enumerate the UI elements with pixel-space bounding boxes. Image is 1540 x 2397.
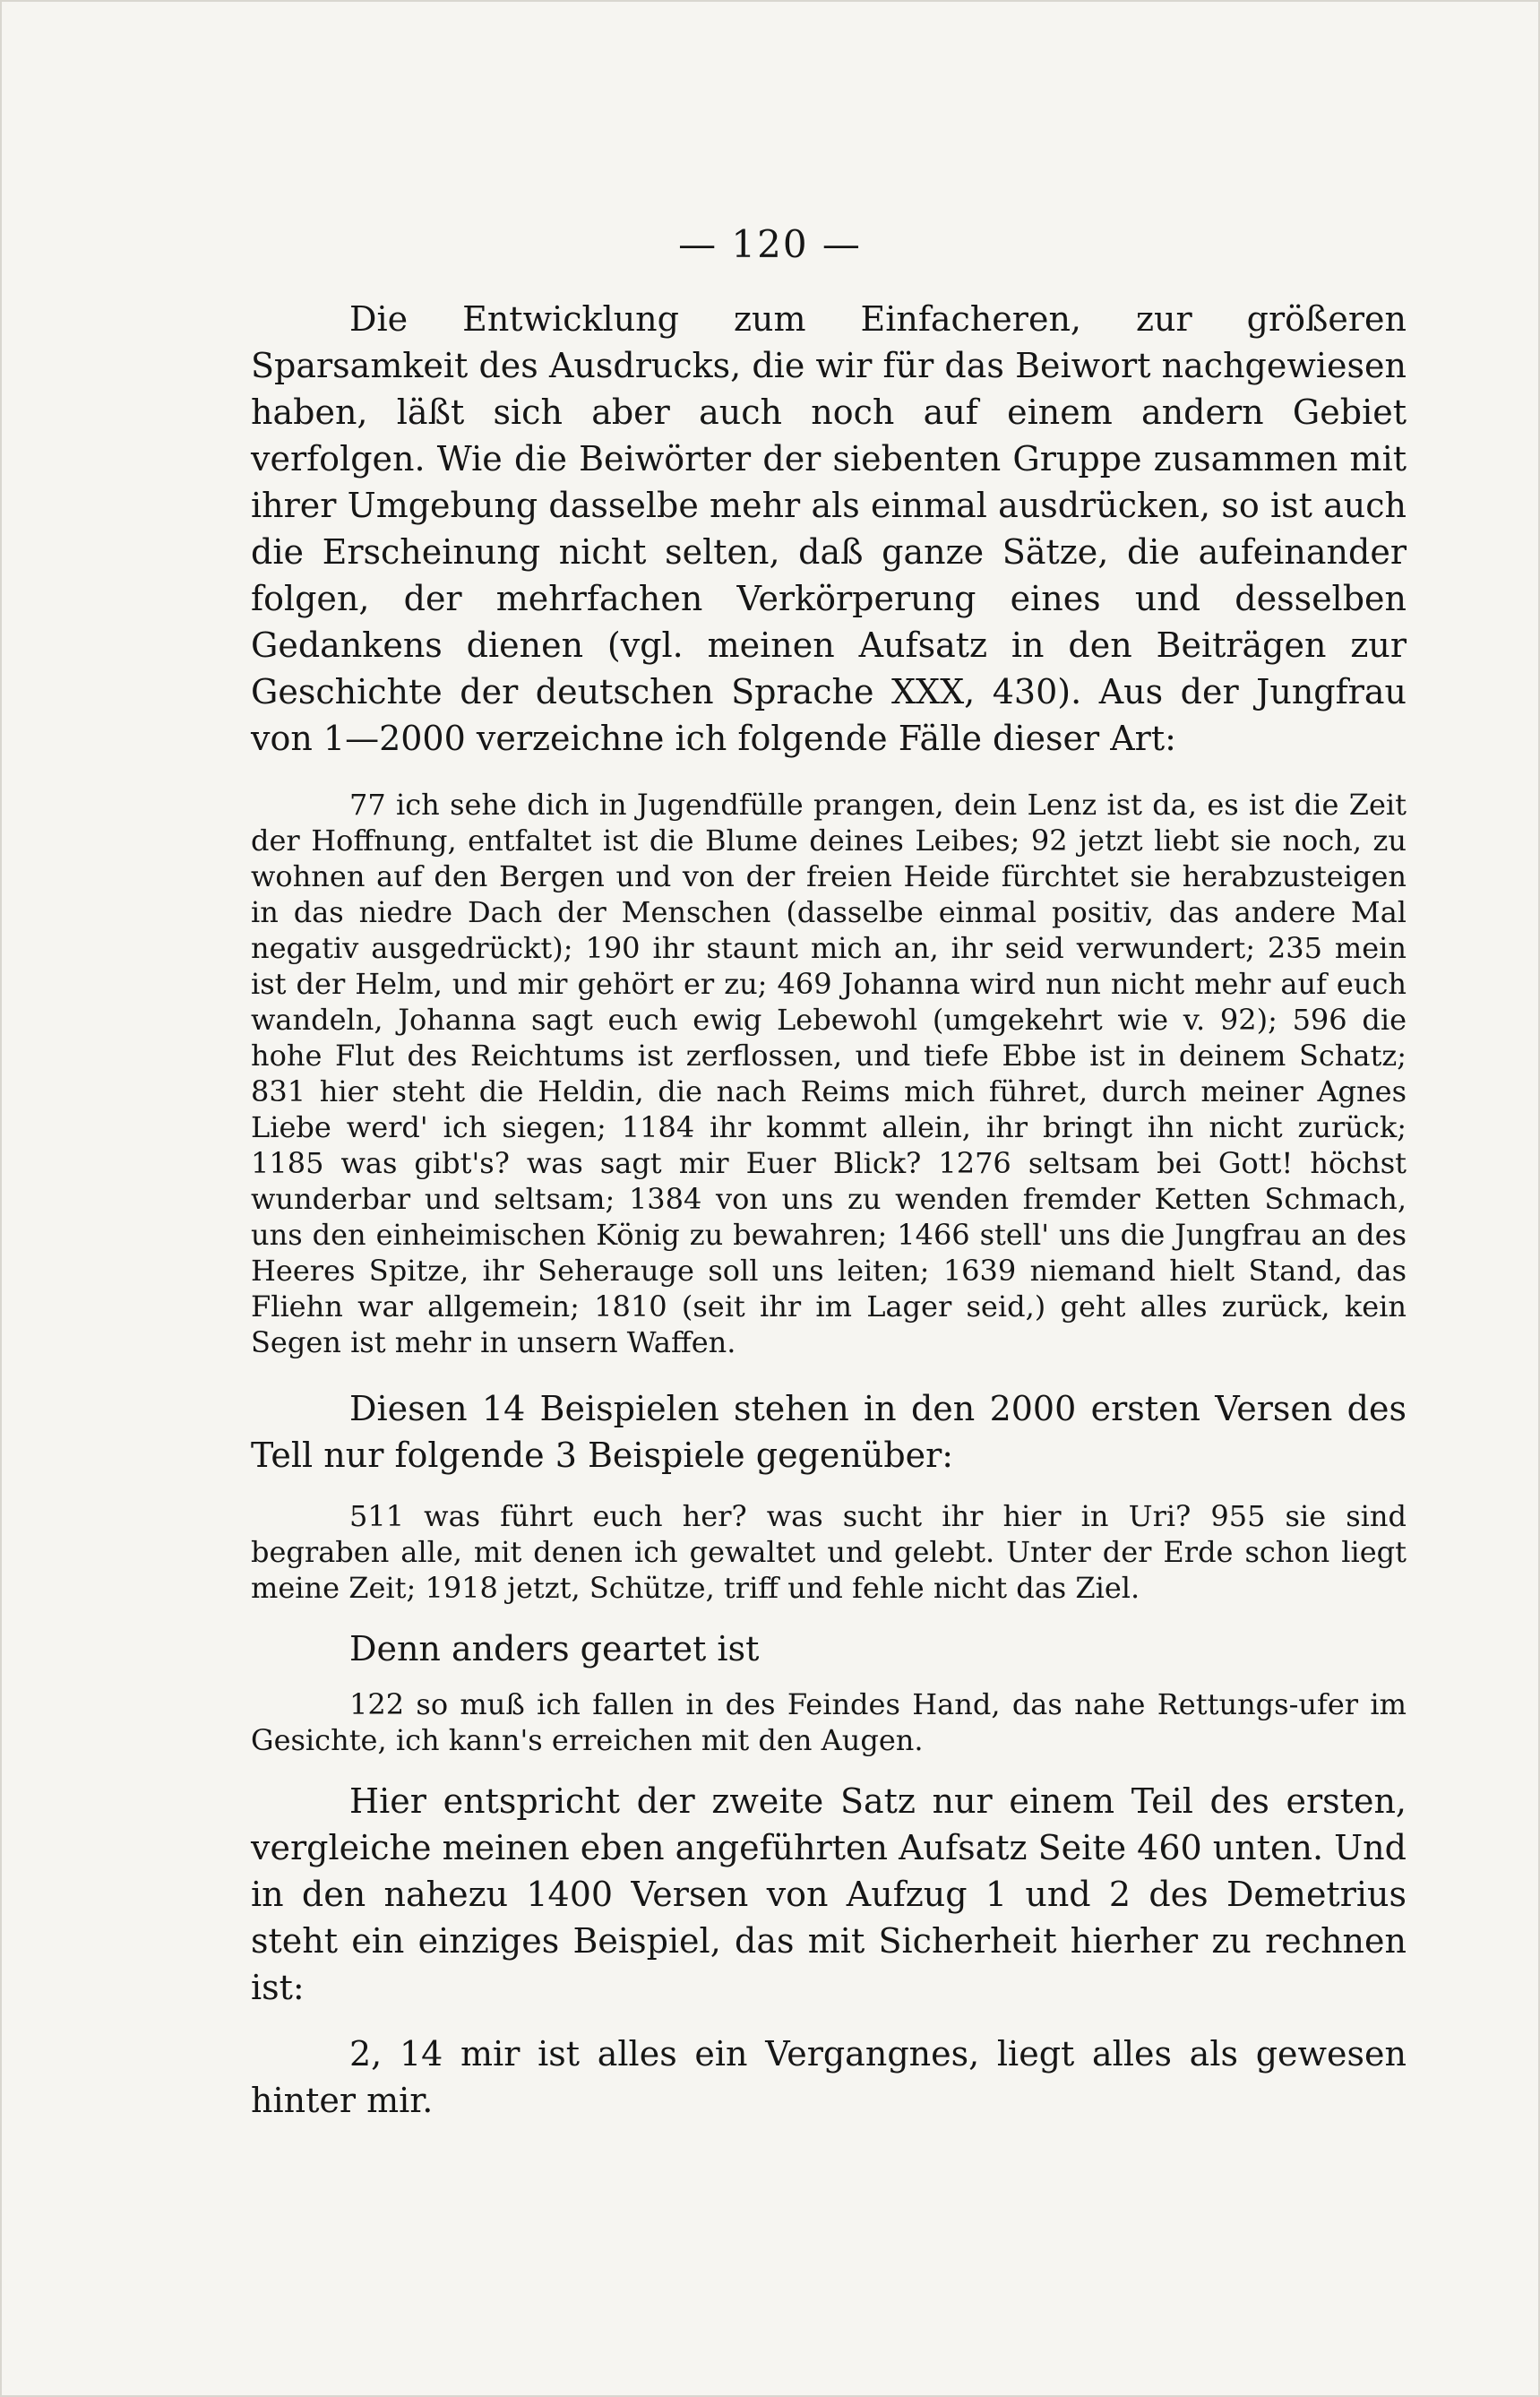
paragraph-denn-anders: Denn anders geartet ist [349, 1629, 760, 1668]
paragraph-tell-comparison: Diesen 14 Beispielen stehen in den 2000 ersten Versen des Tell nur folgende 3 Beispiele gegenüber: [251, 1389, 1407, 1475]
quote-jungfrau-examples: 77 ich sehe dich in Jugendfülle prangen, dein Lenz ist da, es ist die Zeit der Hoffnung, entfaltet ist die Blume deines Leibes; 92 jetzt liebt sie noch, zu wohnen auf den Bergen und von der freien Heide fürchtet sie herabzusteigen in das niedre Dach der Menschen (dasselbe einmal positiv, das andere Mal negativ ausgedrückt); 190 ihr staunt mich an, ihr seid verwundert; 235 mein ist der Helm, und mir gehört er zu; 469 Johanna wird nun nicht mehr auf euch wandeln, Johanna sagt euch ewig Lebewohl (umgekehrt wie v. 92); 596 die hohe Flut des Reichtums ist zerflossen, und tiefe Ebbe ist in deinem Schatz; 831 hier steht die Heldin, die nach Reims mich führet, durch meiner Agnes Liebe werd' ich siegen; 1184 ihr kommt allein, ihr bringt ihn nicht zurück; 1185 was gibt's? was sagt mir Euer Blick? 1276 seltsam bei Gott! höchst wunderbar und seltsam; 1384 von uns zu wenden fremder Ketten Schmach, uns den einheimischen König zu bewahren; 1466 stell' uns die Jungfrau an des Heeres Spitze, ihr Seherauge soll uns leiten; 1639 niemand hielt Stand, das Fliehn war allgemein; 1810 (seit ihr im Lager seid,) geht alles zurück, kein Segen ist mehr in unsern Waffen. [251, 788, 1407, 1359]
quote-demetrius: 2, 14 mir ist alles ein Vergangnes, liegt alles als gewesen hinter mir. [251, 2034, 1407, 2120]
page-number: — 120 — [678, 222, 862, 266]
quote-122: 122 so muß ich fallen in des Feindes Hand, das nahe Rettungs-ufer im Gesichte, ich kann's erreichen mit den Augen. [251, 1687, 1407, 1757]
quote-tell-examples: 511 was führt euch her? was sucht ihr hier in Uri? 955 sie sind begraben alle, mit denen ich gewaltet und gelebt. Unter der Erde schon liegt meine Zeit; 1918 jetzt, Schütze, triff und fehle nicht das Ziel. [251, 1499, 1407, 1605]
paragraph-demetrius: Hier entspricht der zweite Satz nur einem Teil des ersten, vergleiche meinen eben angeführten Aufsatz Seite 460 unten. Und in den nahezu 1400 Versen von Aufzug 1 und 2 des Demetrius steht ein einziges Beispiel, das mit Sicherheit hierher zu rechnen ist: [251, 1781, 1407, 2007]
body-text [251, 296, 1407, 2124]
paragraph-intro: Die Entwicklung zum Einfacheren, zur größeren Sparsamkeit des Ausdrucks, die wir für das Beiwort nachgewiesen haben, läßt sich aber auch noch auf einem andern Gebiet verfolgen. Wie die Beiwörter der siebenten Gruppe zusammen mit ihrer Umgebung dasselbe mehr als einmal ausdrücken, so ist auch die Erscheinung nicht selten, daß ganze Sätze, die aufeinander folgen, der mehrfachen Verkörperung eines und desselben Gedankens dienen (vgl. meinen Aufsatz in den Beiträgen zur Geschichte der deutschen Sprache XXX, 430). Aus der Jungfrau von 1—2000 verzeichne ich folgende Fälle dieser Art: [251, 299, 1407, 758]
